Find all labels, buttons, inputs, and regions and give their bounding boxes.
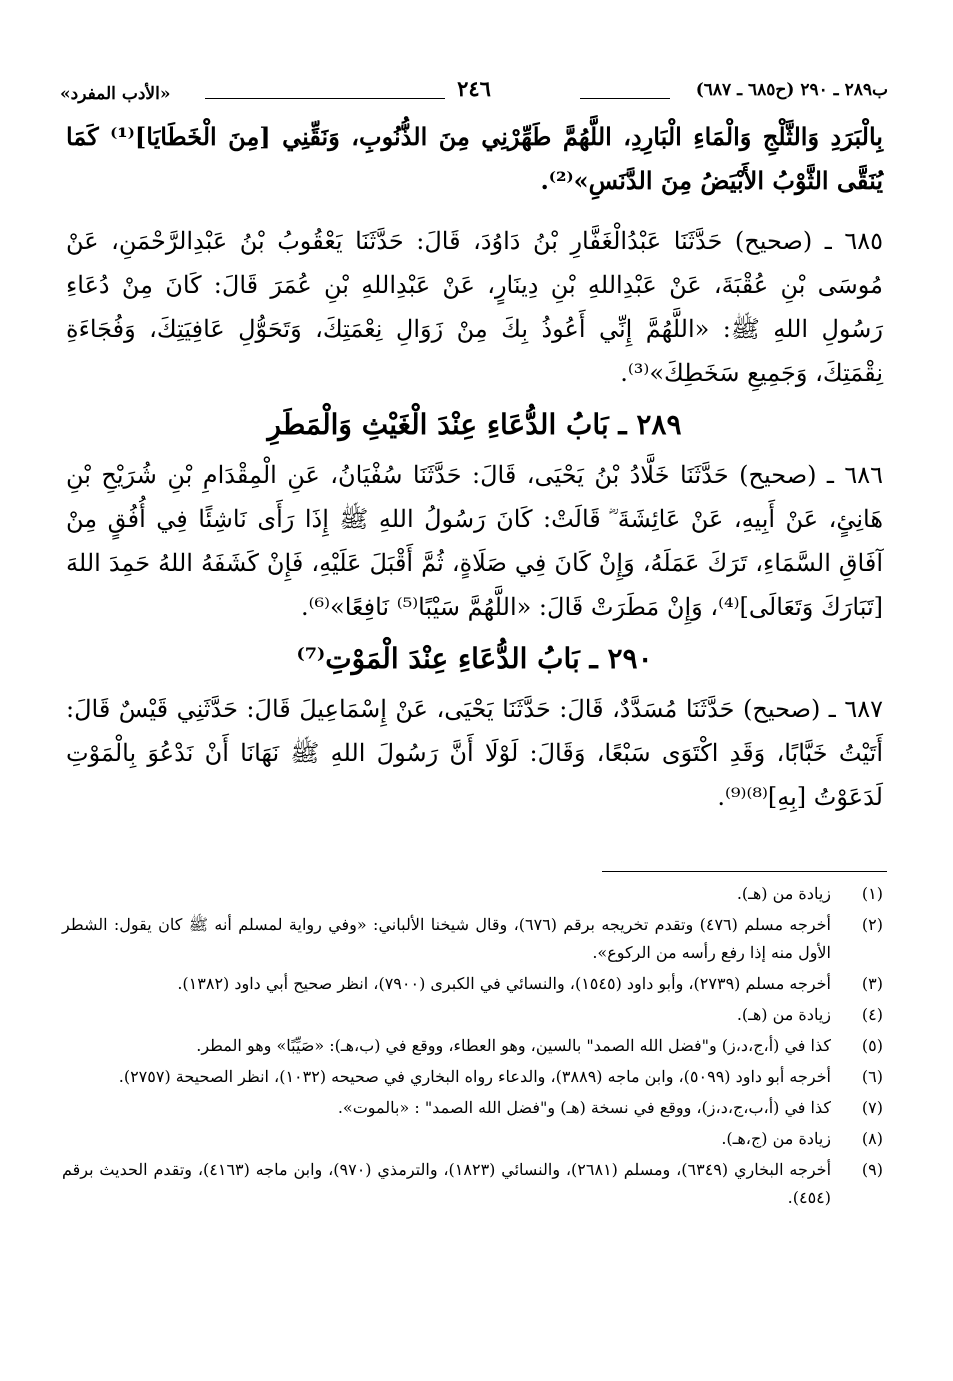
hadith-687: ٦٨٧ ـ (صحيح) حَدَّثَنَا مُسَدَّدٌ، قَالَ: حَدَّثَنَا يَحْيَى، عَنْ إِسْمَاعِيلَ قَالَ: حَدَّثَنِي قَيْسٌ قَالَ: أَتَيْتُ خَبَّابًا، وَقَدِ اكْتَوَى سَبْعًا، وَقَالَ: لَوْلَا أَنَّ رَسُولَ اللهِ ﷺ نَهَانَا أَنْ نَدْعُوَ بِالْمَوْتِ لَدَعَوْتُ [بِهِ]⁽⁸⁾⁽⁹⁾. xyxy=(66,695,883,811)
footnote-number: (٦) xyxy=(861,1067,883,1086)
footnote-number: (٤) xyxy=(861,1005,883,1024)
footnote-text: زيادة من (ج،هـ). xyxy=(721,1129,831,1148)
continued-paragraph: بِالْبَرَدِ وَالثَّلْجِ وَالْمَاءِ الْبَارِدِ، اللَّهُمَّ طَهِّرْنِي مِنَ الذُّنُوبِ، وَنَقِّنِي [مِنَ الْخَطَايَا]⁽¹⁾ كَمَا يُنَقَّى الثَّوْبُ الأَبْيَضُ مِنَ الدَّنَسِ»⁽²⁾. xyxy=(66,122,883,195)
footnote-text: أخرجه البخاري (٦٣٤٩)، ومسلم (٢٦٨١)، والنسائي (١٨٢٣)، والترمذي (٩٧٠)، وابن ماجه (٤١٦٣)، وتقدم الحديث برقم (٤٥٤). xyxy=(62,1160,832,1207)
footnote-text: زيادة من (هـ). xyxy=(736,1005,831,1024)
footnote-separator xyxy=(602,871,887,872)
footnote xyxy=(62,1156,883,1212)
footnotes xyxy=(62,880,883,1215)
page-number: ٢٤٦ xyxy=(457,76,491,101)
hadith-range: ب٢٨٩ ـ ٢٩٠ (ح٦٨٥ ـ ٦٨٧) xyxy=(695,80,888,100)
hadith-686: ٦٨٦ ـ (صحيح) حَدَّثَنَا خَلَّادُ بْنُ يَحْيَى، قَالَ: حَدَّثَنَا سُفْيَانُ، عَنِ الْمِقْدَامِ بْنِ شُرَيْحِ بْنِ هَانِئٍ، عَنْ أَبِيهِ، عَنْ عَائِشَةَ ؓ قَالَتْ: كَانَ رَسُولُ اللهِ ﷺ إِذَا رَأَى نَاشِئًا فِي أُفُقٍ مِنْ آفَاقِ السَّمَاءِ، تَرَكَ عَمَلَهُ، وَإِنْ كَانَ فِي صَلَاةٍ، ثُمَّ أَقْبَلَ عَلَيْهِ، فَإِنْ كَشَفَهُ اللهُ حَمِدَ اللهَ [تَبَارَكَ وَتَعَالَى]⁽⁴⁾، وَإِنْ مَطَرَتْ قَالَ: «اللَّهُمَّ سَيْبًا⁽⁵⁾ نَافِعًا»⁽⁶⁾. xyxy=(66,461,884,621)
footnote-text: أخرجه مسلم (٢٧٣٩)، وأبو داود (١٥٤٥)، والنسائي في الكبرى (٧٩٠٠)، انظر صحيح أبي داود (١٣٨٢). xyxy=(177,974,831,993)
chapter-heading-290: ٢٩٠ ـ بَابُ الدُّعَاءِ عِنْدَ الْمَوْتِ⁽⁷⁾ xyxy=(296,642,653,675)
footnote-text: أخرجه أبو داود (٥٠٩٩)، وابن ماجه (٣٨٨٩)، والدعاء رواه البخاري في صحيحه (١٠٣٢)، انظر الصحيحة (٢٧٥٧). xyxy=(118,1067,831,1086)
running-header xyxy=(60,70,888,110)
footnote-number: (٩) xyxy=(861,1160,883,1179)
book-title: «الأدب المفرد» xyxy=(60,84,171,104)
chapter-heading-289: ٢٨٩ ـ بَابُ الدُّعَاءِ عِنْدَ الْغَيْثِ وَالْمَطَرِ xyxy=(267,408,682,441)
footnote-text: زيادة من (هـ). xyxy=(736,884,831,903)
footnote-number: (٥) xyxy=(861,1036,883,1055)
footnote xyxy=(62,1094,883,1122)
main-text xyxy=(66,115,883,819)
footnote xyxy=(62,970,883,998)
footnote xyxy=(62,880,883,908)
footnote xyxy=(62,1063,883,1091)
footnote xyxy=(62,1125,883,1153)
footnote-number: (٨) xyxy=(861,1129,883,1148)
header-rule xyxy=(205,98,445,99)
footnote-number: (٣) xyxy=(861,974,883,993)
footnote-number: (١) xyxy=(861,884,883,903)
hadith-685: ٦٨٥ ـ (صحيح) حَدَّثَنَا عَبْدُالْغَفَّارِ بْنُ دَاوُدَ، قَالَ: حَدَّثَنَا يَعْقُوبُ بْنُ عَبْدِالرَّحْمَنِ، عَنْ مُوسَى بْنِ عُقْبَةَ، عَنْ عَبْدِاللهِ بْنِ دِينَارٍ، عَنْ عَبْدِاللهِ بْنِ عُمَرَ قَالَ: كَانَ مِنْ دُعَاءِ رَسُولِ اللهِ ﷺ: «اللَّهُمَّ إِنِّي أَعُوذُ بِكَ مِنْ زَوَالِ نِعْمَتِكَ، وَتَحَوُّلِ عَافِيَتِكَ، وَفُجَاءَةِ نِقْمَتِكَ، وَجَمِيعِ سَخَطِكَ»⁽³⁾. xyxy=(66,227,883,387)
footnote xyxy=(62,911,883,967)
footnote-number: (٢) xyxy=(861,915,883,934)
footnote-text: كذا في (أ،ب،ج،د،ز)، ووقع في نسخة (هـ) و"فضل الله الصمد" : «بالموت». xyxy=(337,1098,831,1117)
footnote xyxy=(62,1001,883,1029)
footnote xyxy=(62,1032,883,1060)
footnote-text: كذا في (أ،ج،د،ز) و"فضل الله الصمد" بالسين، وهو العطاء، ووقع في (ب،هـ): «صَيِّبًا» وهو المطر. xyxy=(196,1036,831,1055)
footnote-text: أخرجه مسلم (٤٧٦) وتقدم تخريجه برقم (٦٧٦)، وقال شيخنا الألباني: «وفي رواية لمسلم أنه ﷺ كان يقول: الشطر الأول منه إذا رفع رأسه من الركوع». xyxy=(62,915,832,962)
footnote-number: (٧) xyxy=(861,1098,883,1117)
